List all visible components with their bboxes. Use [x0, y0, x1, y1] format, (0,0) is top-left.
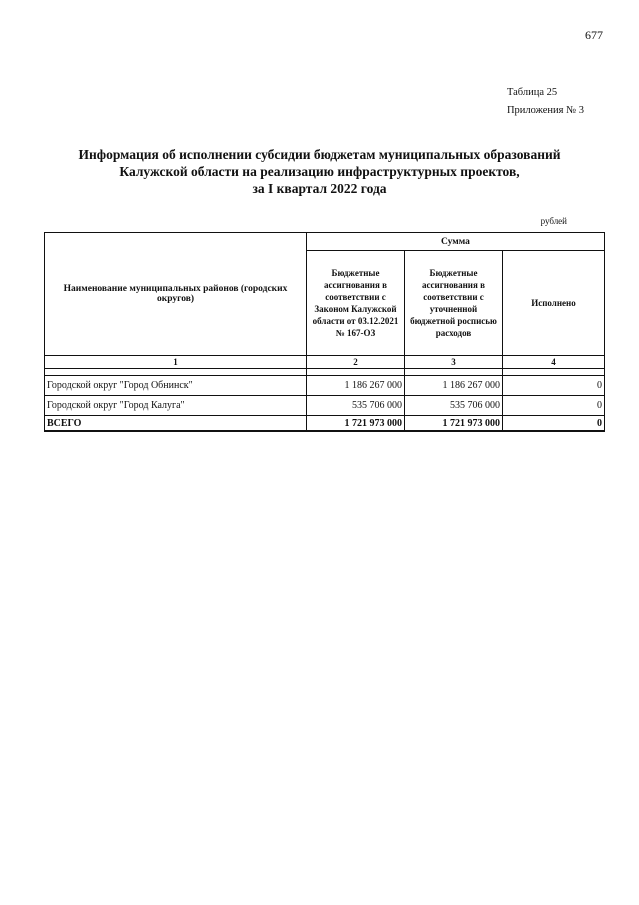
header-executed-text: Исполнено	[531, 298, 576, 308]
spacer-cell	[405, 369, 503, 376]
municipality-name: Городской округ "Город Обнинск"	[45, 376, 307, 396]
column-number: 2	[307, 356, 405, 369]
title-line-2: Калужской области на реализацию инфраструктурных проектов,	[119, 164, 520, 179]
total-refined-amount: 1 721 973 000	[405, 416, 503, 432]
municipality-name: Городской округ "Город Калуга"	[45, 396, 307, 416]
refined-amount: 1 186 267 000	[405, 376, 503, 396]
table-reference	[507, 84, 584, 120]
refined-amount: 535 706 000	[405, 396, 503, 416]
header-name-text: Наименование муниципальных районов (городских округов)	[63, 284, 288, 304]
report-title	[0, 146, 639, 197]
spacer-cell	[45, 369, 307, 376]
spacer-row	[45, 369, 605, 376]
law-amount: 535 706 000	[307, 396, 405, 416]
total-executed-amount: 0	[503, 416, 605, 432]
spacer-cell	[307, 369, 405, 376]
table-row	[45, 396, 605, 416]
header-law-text: Бюджетные ассигнования в соответствии с Законом Калужской области от 03.12.2021 № 167-ОЗ	[312, 268, 399, 338]
header-sum-text: Сумма	[441, 236, 470, 247]
appendix-label: Приложения № 3	[506, 105, 584, 116]
page-number: 677	[585, 28, 603, 42]
table-label: Таблица 25	[506, 87, 558, 98]
header-sum-group	[307, 233, 605, 251]
column-number: 3	[405, 356, 503, 369]
header-refined-text: Бюджетные ассигнования в соответствии с уточненной бюджетной росписью расходов	[410, 268, 497, 338]
column-number: 1	[45, 356, 307, 369]
title-line-3: за I квартал 2022 года	[252, 181, 387, 196]
total-label: ВСЕГО	[45, 416, 307, 432]
spacer-cell	[503, 369, 605, 376]
law-amount: 1 186 267 000	[307, 376, 405, 396]
header-refined-column	[405, 251, 503, 356]
header-name-column	[45, 233, 307, 356]
title-line-1: Информация об исполнении субсидии бюджетам муниципальных образований	[78, 147, 561, 162]
total-row	[45, 416, 605, 432]
column-number: 4	[503, 356, 605, 369]
header-executed-column	[503, 251, 605, 356]
header-law-column	[307, 251, 405, 356]
executed-amount: 0	[503, 376, 605, 396]
unit-label: рублей	[540, 216, 567, 226]
execution-table	[44, 232, 605, 432]
column-number-row	[45, 356, 605, 369]
table-row	[45, 376, 605, 396]
executed-amount: 0	[503, 396, 605, 416]
total-law-amount: 1 721 973 000	[307, 416, 405, 432]
